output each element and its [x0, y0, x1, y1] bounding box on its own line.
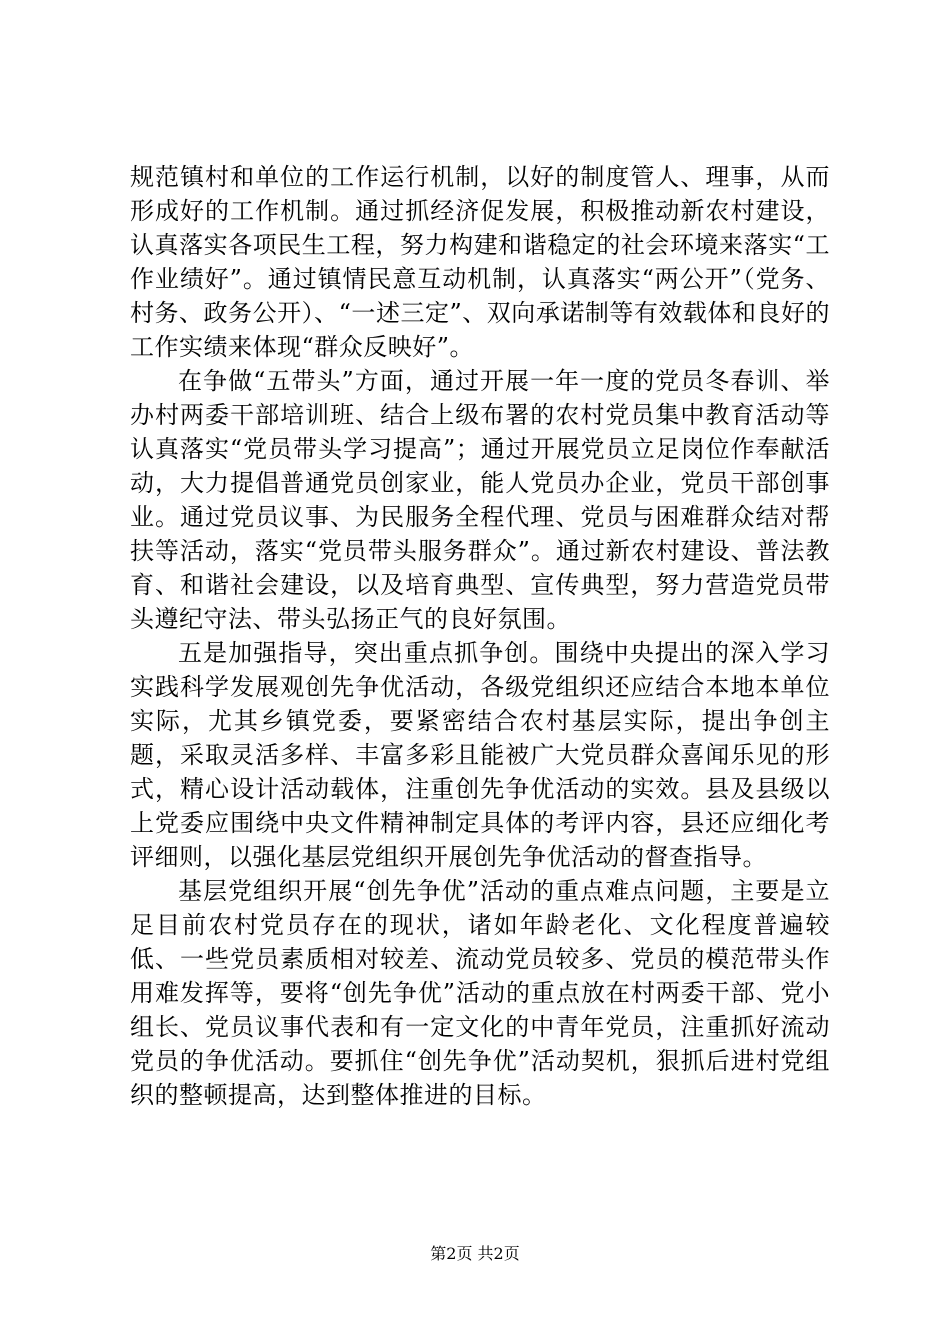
paragraph-key-issues: 基层党组织开展“创先争优”活动的重点难点问题，主要是立足目前农村党员存在的现状，诸如年龄老化、文化程度普遍较低、一些党员素质相对较差、流动党员较多、党员的模范带头作用难发挥等，要将“创先争优”活动的重点放在村两委干部、党小组长、党员议事代表和有一定文化的中青年党员，注重抓好流动党员的争优活动。要抓住“创先争优”活动契机，狠抓后进村党组织的整顿提高，达到整体推进的目标。: [130, 877, 830, 1109]
paragraph-guidance: 五是加强指导，突出重点抓争创。围绕中央提出的深入学习实践科学发展观创先争优活动，各级党组织还应结合本地本单位实际，尤其乡镇党委，要紧密结合农村基层实际，提出争创主题，采取灵活多样、丰富多彩且能被广大党员群众喜闻乐见的形式，精心设计活动载体，注重创先争优活动的实效。县及县级以上党委应围绕中央文件精神制定具体的考评内容，县还应细化考评细则，以强化基层党组织开展创先争优活动的督查指导。: [130, 639, 830, 871]
document-body: [130, 160, 830, 1112]
paragraph-continued: 规范镇村和单位的工作运行机制，以好的制度管人、理事，从而形成好的工作机制。通过抓经济促发展，积极推动新农村建设，认真落实各项民生工程，努力构建和谐稳定的社会环境来落实“工作业绩好”。通过镇情民意互动机制，认真落实“两公开”（党务、村务、政务公开）、“一述三定”、双向承诺制等有效载体和良好的工作实绩来体现“群众反映好”。: [130, 163, 830, 361]
paragraph-five-leaders: 在争做“五带头”方面，通过开展一年一度的党员冬春训、举办村两委干部培训班、结合上级布署的农村党员集中教育活动等认真落实“党员带头学习提高”；通过开展党员立足岗位作奉献活动，大力提倡普通党员创家业，能人党员办企业，党员干部创事业。通过党员议事、为民服务全程代理、党员与困难群众结对帮扶等活动，落实“党员带头服务群众”。通过新农村建设、普法教育、和谐社会建设，以及培育典型、宣传典型，努力营造党员带头遵纪守法、带头弘扬正气的良好氛围。: [130, 367, 830, 633]
page-number-footer: 第2页 共2页: [430, 1244, 520, 1263]
